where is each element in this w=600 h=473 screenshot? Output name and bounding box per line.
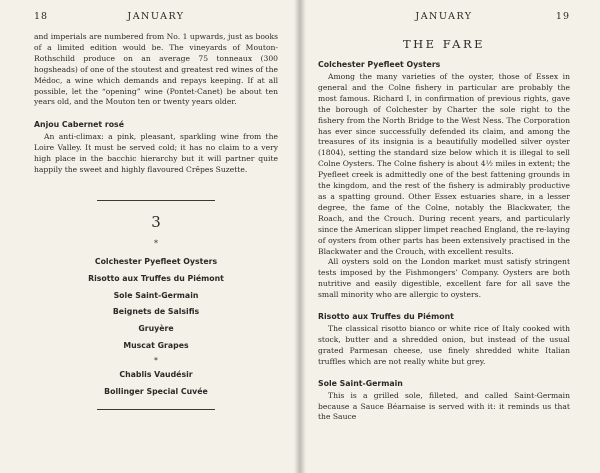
menu-dish: Gruyère (138, 324, 174, 334)
menu-dish: Sole Saint-Germain (113, 290, 199, 300)
wine-heading: Anjou Cabernet rosé (34, 120, 124, 130)
continuation-paragraph: and imperials are numbered from No. 1 upwards, just as books of a limited edition would be. The vineyards of Mouton-Rothschild produce on an average 75 tonneaux (300 hogsheads) of one of the stoutest and greatest red wines of the Médoc, a wine which demands and repays keeping. If at all possible, let the “opening” wine (Pontet-Canet) be about ten years old, and the Mouton ten or twenty years older. (34, 32, 278, 107)
menu-dish: Muscat Grapes (123, 340, 189, 350)
oysters-paragraph-1: Among the many varieties of the oyster, those of Essex in general and the Colne fishery in particular are probably the most famous. Richard I, in confirmation of previous rights, gave the borough of Colchester by Charter the sole right to the fishery from the North Bridge to the West Ness. The Corporation has ever since successfully defended its claim, and among the treasures of its insignia is a beautifully modelled silver oyster (1804), setting the standard size below which it is illegal to sell Colne Oysters. The Colne fishery is about 4½ miles in extent; the Pyefleet creek is admittedly one of the best fattening grounds in the kingdom, and the rest of the fishery is admirably productive as a spatting ground. Other Essex estuaries share, in a lesser degree, the fame of the Colne, notably the Blackwater, the Roach, and the Crouch. During recent years, and particularly since the American slipper limpet reached England, the re-laying of oysters from other parts has been extensively practised in the Blackwater and the Crouch, with excellent results. (318, 72, 570, 256)
left-running-head (34, 0, 278, 28)
right-running-head (318, 0, 570, 28)
star-divider-middle: * (154, 355, 158, 365)
menu-dish: Colchester Pyefleet Oysters (94, 256, 218, 266)
sole-paragraph: This is a grilled sole, filleted, and called Saint-Germain because a Sauce Béarnaise is served with it: it reminds us that the Sauce (318, 390, 570, 422)
menu-wine: Chablis Vaudésir (119, 369, 193, 379)
section-title: THE FARE (402, 37, 486, 51)
section-heading-sole: Sole Saint-Germain (318, 378, 403, 388)
risotto-paragraph: The classical risotto bianco or white rice of Italy cooked with stock, butter and a shredded onion, but instead of the usual grated Parmesan cheese, use finely shredded white Italian truffles which are not really white but grey. (318, 324, 570, 366)
menu-dish: Beignets de Salsifis (112, 307, 200, 317)
section-heading-oysters: Colchester Pyefleet Oysters (318, 60, 441, 69)
left-running-title: JANUARY (127, 11, 185, 22)
left-page-number: 18 (34, 11, 49, 22)
right-running-title: JANUARY (415, 11, 473, 22)
menu-dish: Risotto aux Truffes du Piémont (88, 273, 224, 283)
course-number: 3 (151, 212, 161, 231)
menu-top-rule (97, 200, 215, 201)
menu-wine: Bollinger Special Cuvée (104, 386, 208, 396)
menu-block (34, 213, 278, 400)
section-heading-risotto: Risotto aux Truffes du Piémont (318, 312, 454, 322)
wine-paragraph: An anti-climax: a pink, pleasant, sparkling wine from the Loire Valley. It must be served cold; it has no claim to a very high place in the bacchic hierarchy but it will partner quite happily the sweet and highly flavoured Crêpes Suzette. (34, 132, 278, 175)
menu-bottom-rule (97, 409, 215, 410)
book-gutter (294, 0, 306, 473)
oysters-paragraph-2: All oysters sold on the London market must satisfy stringent tests imposed by the Fishmongers’ Company. Oysters are both nutritive and easily digestible, excellent fare for all save the small minority who are allergic to oysters. (318, 257, 570, 300)
right-page-number: 19 (555, 11, 570, 22)
right-page (300, 0, 600, 473)
star-divider-top: * (154, 238, 158, 248)
